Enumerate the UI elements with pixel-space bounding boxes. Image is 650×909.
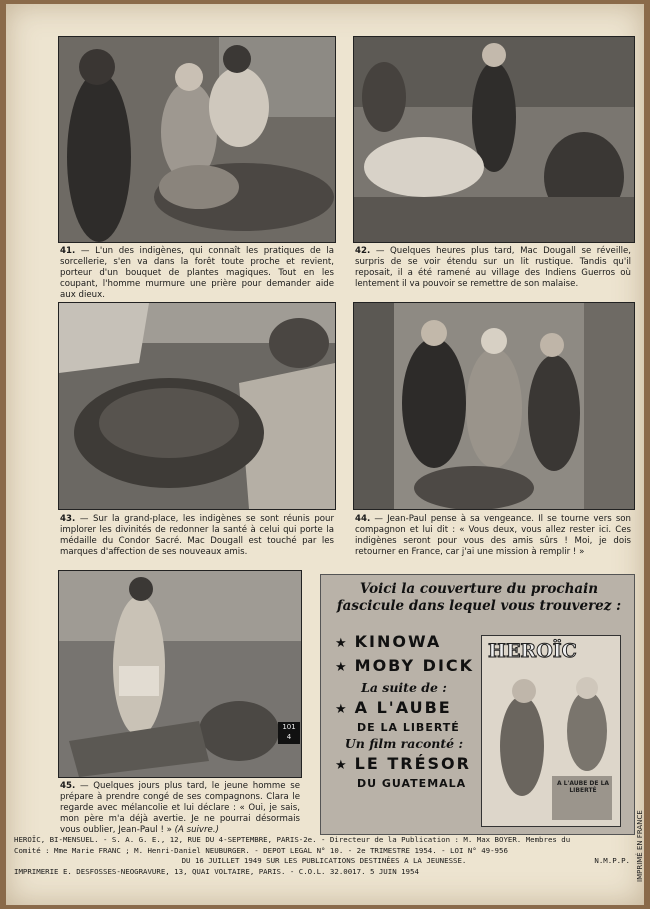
photo-43 <box>58 302 336 510</box>
imprint-footer <box>14 835 634 877</box>
photo-41 <box>58 36 336 243</box>
caption-44 <box>355 514 631 558</box>
issue-badge-line2: 4 <box>286 733 292 741</box>
caption-41-number: 41. <box>60 246 76 256</box>
caption-42 <box>355 246 631 290</box>
promo-intro-film: Un film raconté : <box>344 736 464 751</box>
cover-title: HEROÏC <box>488 640 577 662</box>
next-issue-heading: Voici la couverture du prochain fascicule dans lequel vous trouverez : <box>336 581 622 614</box>
promo-item-kinowa <box>335 631 473 655</box>
promo-intro-suite: La suite de : <box>361 680 447 695</box>
cover-subtitle: A L'AUBE DE LA LIBERTÉ <box>556 780 610 794</box>
star-icon: ★ <box>335 758 349 773</box>
imprint-line-3: DU 16 JUILLET 1949 SUR LES PUBLICATIONS DESTINÉES A LA JEUNESSE. <box>181 856 467 865</box>
page <box>6 4 644 905</box>
imprint-line-4: IMPRIMERIE E. DESFOSSES-NEOGRAVURE, 13, QUAI VOLTAIRE, PARIS. - C.O.L. 32.0017. 5 JUIN 1954 <box>14 866 419 876</box>
caption-45-text: — Quelques jours plus tard, le jeune homme se prépare à prendre congé de ses compagnons. Clara le regarde avec mélancolie et lui déclare : « Oui, je sais, mon père m'a déjà avertie. Je ne pourrai désormais vous oublier, Jean-Paul ! » <box>60 781 301 835</box>
caption-42-text: — Quelques heures plus tard, Mac Dougall se réveille, surpris de se voir étendu sur un lit rustique. Tandis qu'il reposait, il a été ramené au village des Indiens Guerros où lentement il va pouvoir se remettre de son malaise. <box>355 246 631 289</box>
caption-43 <box>60 514 334 558</box>
star-icon: ★ <box>335 660 349 675</box>
photo-45 <box>58 570 302 778</box>
promo-item-aube-label: A L'AUBE <box>354 698 452 717</box>
photo-43-illustration <box>59 303 335 509</box>
caption-44-number: 44. <box>355 514 371 524</box>
caption-45 <box>60 781 300 836</box>
caption-41 <box>60 246 334 301</box>
promo-item-tresor-sub: DU GUATEMALA <box>357 777 467 790</box>
distributor-mark: N.M.P.P. <box>594 856 630 865</box>
printed-in-france-text: IMPRIMÉ EN FRANCE <box>636 810 644 882</box>
promo-item-moby-dick-label: MOBY DICK <box>354 656 475 675</box>
photo-44-illustration <box>354 303 634 509</box>
promo-item-kinowa-label: KINOWA <box>354 632 442 651</box>
caption-45-number: 45. <box>60 781 76 791</box>
photo-41-illustration <box>59 37 335 242</box>
promo-item-moby-dick <box>335 655 473 679</box>
cover-illustration <box>482 636 620 826</box>
caption-45-suffix: (A suivre.) <box>174 825 219 835</box>
imprint-line-1: HEROÏC, BI-MENSUEL. - S. A. G. E., 12, RUE DU 4-SEPTEMBRE, PARIS-2e. - Directeur de la Publication : M. Max BOYER. Membres du <box>14 835 571 844</box>
printed-in-france <box>636 784 648 884</box>
next-issue-cover <box>481 635 621 827</box>
photo-42-illustration <box>354 37 634 242</box>
photo-45-illustration <box>59 571 301 777</box>
issue-badge <box>278 722 300 744</box>
promo-item-aube-sub: DE LA LIBERTÉ <box>357 721 460 734</box>
next-issue-box <box>320 574 635 835</box>
imprint-line-2: Comité : Mme Marie FRANC ; M. Henri-Daniel NEUBURGER. - DEPOT LEGAL N° 10. - 2e TRIMESTRE 1954. - LOI N° 49-956 <box>14 845 508 855</box>
issue-badge-line1: 101 <box>282 723 296 731</box>
promo-item-aube <box>335 697 473 721</box>
caption-43-number: 43. <box>60 514 76 524</box>
photo-42 <box>353 36 635 243</box>
star-icon: ★ <box>335 636 349 651</box>
caption-43-text: — Sur la grand-place, les indigènes se sont réunis pour implorer les divinités de redonner la santé à celui qui porte la médaille du Condor Sacré. Mac Dougall est touché par les marques d'affection de ses nouveaux amis. <box>60 514 335 557</box>
promo-item-tresor <box>335 753 473 777</box>
caption-42-number: 42. <box>355 246 371 256</box>
next-issue-list <box>335 631 473 791</box>
photo-44 <box>353 302 635 510</box>
caption-44-text: — Jean-Paul pense à sa vengeance. Il se tourne vers son compagnon et lui dit : « Vous deux, vous allez rester ici. Ces indigènes seront pour vous des amis sûrs ! Moi, je dois retourner en France, car j'ai une mission à remplir ! » <box>355 514 632 557</box>
promo-item-tresor-label: LE TRÉSOR <box>354 754 471 773</box>
star-icon: ★ <box>335 702 349 717</box>
caption-41-text: — L'un des indigènes, qui connaît les pratiques de la sorcellerie, s'en va dans la forêt toute proche et revient, porteur d'un bouquet de plantes magiques. Tout en les coupant, l'homme murmure une prière pour demander aide aux dieux. <box>60 246 335 300</box>
